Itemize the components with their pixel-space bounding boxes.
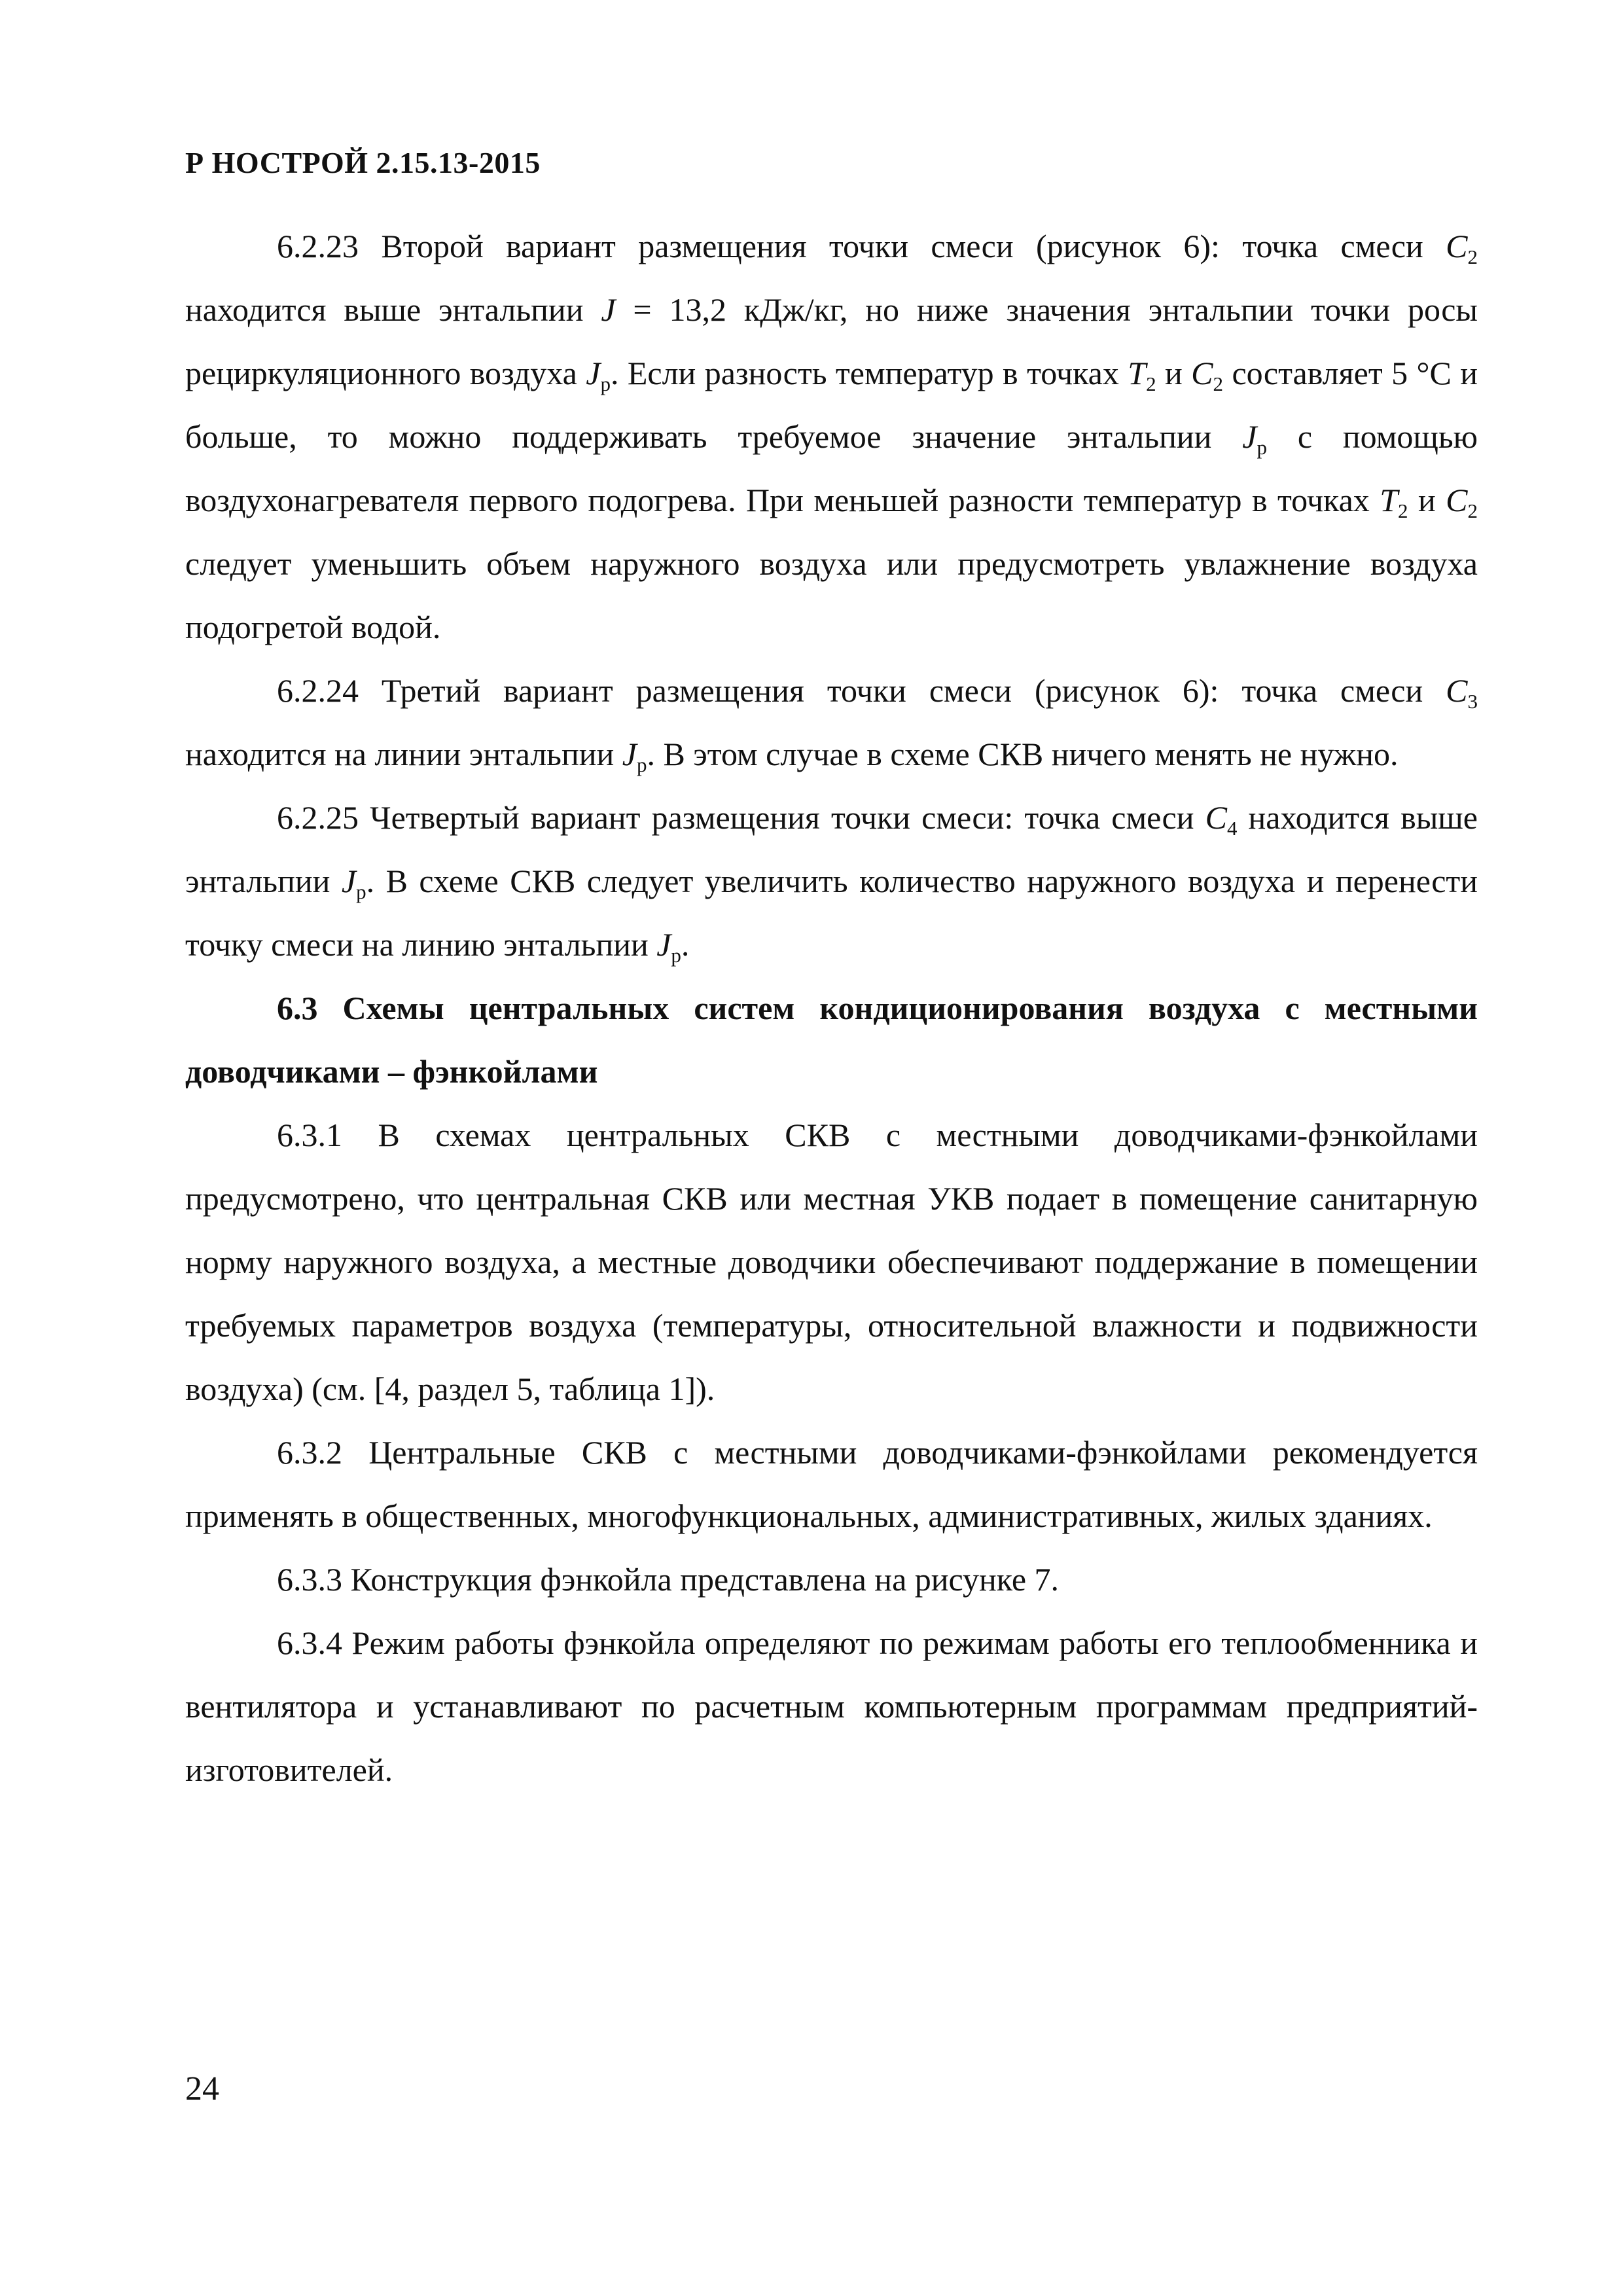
paragraph-6-3-2: 6.3.2 Центральные СКВ с местными доводчиками-фэнкойлами рекомендуется применять в общественных, многофункциональных, административных, жилых зданиях. (185, 1434, 1478, 1534)
document-body (185, 215, 1478, 1802)
paragraph-6-2-23: 6.2.23 Второй вариант размещения точки смеси (рисунок 6): точка смеси $C_2$ находится выше энтальпии J = 13,2 кДж/кг, но ниже значения энтальпии точки росы рециркуляционного воздуха $J_р$. Если разность температур в точках $T_2$ и $C_2$ составляет 5 °С и больше, то можно поддерживать требуемое значение энтальпии $J_р$ с помощью воздухонагревателя первого подогрева. При меньшей разности температур в точках $T_2$ и $C_2$ следует уменьшить объем наружного воздуха или предусмотреть увлажнение воздуха подогретой водой. (185, 228, 1478, 645)
paragraph-6-3-3: 6.3.3 Конструкция фэнкойла представлена на рисунке 7. (277, 1561, 1060, 1598)
paragraph-6-2-25: 6.2.25 Четвертый вариант размещения точки смеси: точка смеси $C_4$ находится выше энтальпии $J_р$. В схеме СКВ следует увеличить количество наружного воздуха и перенести точку смеси на линию энтальпии $J_р$. (185, 799, 1478, 967)
paragraph-6-3-1: 6.3.1 В схемах центральных СКВ с местными доводчиками-фэнкойлами предусмотрено, что центральная СКВ или местная УКВ подает в помещение санитарную норму наружного воздуха, а местные доводчики обеспечивают поддержание в помещении требуемых параметров воздуха (температуры, относительной влажности и подвижности воздуха) (см. [4, раздел 5, таблица 1]). (185, 1117, 1478, 1407)
document-header: Р НОСТРОЙ 2.15.13-2015 (185, 146, 541, 179)
paragraph-6-2-24: 6.2.24 Третий вариант размещения точки смеси (рисунок 6): точка смеси $C_3$ находится на линии энтальпии $J_р$. В этом случае в схеме СКВ ничего менять не нужно. (185, 672, 1478, 776)
page-number: 24 (185, 2070, 219, 2108)
section-heading-6-3: 6.3 Схемы центральных систем кондиционирования воздуха с местными доводчиками – фэнкойлами (185, 990, 1478, 1090)
paragraph-6-3-4: 6.3.4 Режим работы фэнкойла определяют по режимам работы его теплообменника и вентилятора и устанавливают по расчетным компьютерным программам предприятий-изготовителей. (185, 1624, 1478, 1788)
